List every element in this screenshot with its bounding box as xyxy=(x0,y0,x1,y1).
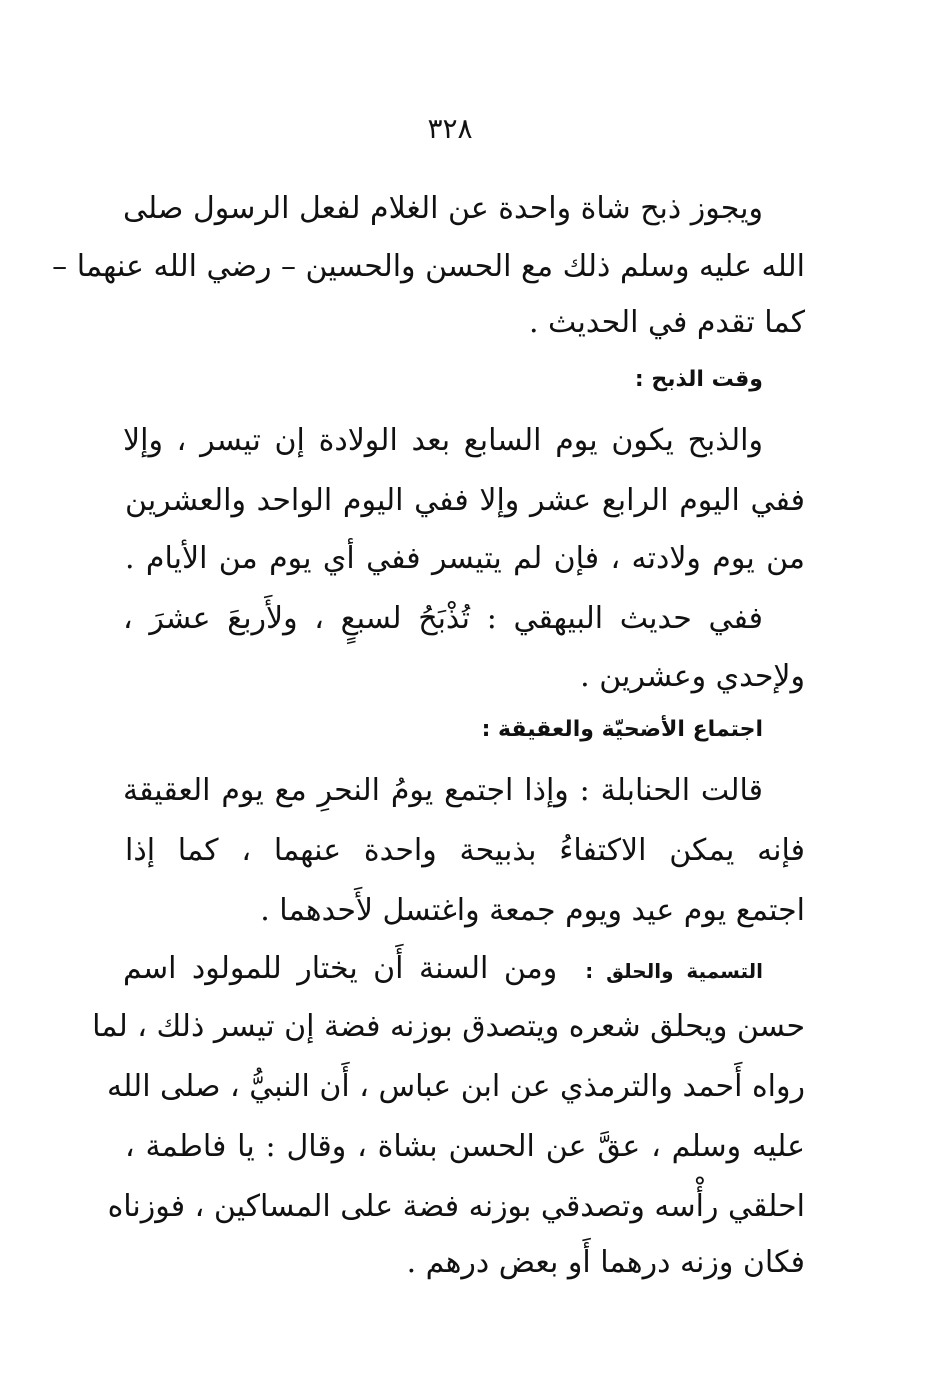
paragraph-line: كما تقدم في الحديث . xyxy=(528,305,805,340)
paragraph-line: رواه أَحمد والترمذي عن ابن عباس ، أَن النبيُّ ، صلى الله xyxy=(107,1069,805,1104)
section-heading: التسمية والحلق : xyxy=(585,959,763,983)
section-heading: اجتماع الأضحيّة والعقيقة : xyxy=(481,717,763,742)
paragraph-line: ولإحدي وعشرين . xyxy=(580,659,805,694)
paragraph-line: فإنه يمكن الاكتفاءُ بذبيحة واحدة عنهما ، كما إذا xyxy=(125,833,805,868)
paragraph-line: ففي اليوم الرابع عشر وإلا ففي اليوم الواحد والعشرين xyxy=(125,483,805,518)
paragraph-line: حسن ويحلق شعره ويتصدق بوزنه فضة إن تيسر ذلك ، لما xyxy=(92,1009,805,1044)
paragraph-text: ومن السنة أَن يختار للمولود اسم xyxy=(123,951,558,986)
page-number: ٣٢٨ xyxy=(427,112,473,145)
section-heading: وقت الذبح : xyxy=(634,367,763,392)
paragraph-line: ففي حديث البيهقي : تُذْبَحُ لسبعٍ ، ولأَربعَ عشرَ ، xyxy=(123,601,763,636)
paragraph-line-with-heading xyxy=(123,946,763,994)
paragraph-line: من يوم ولادته ، فإن لم يتيسر ففي أي يوم من الأيام . xyxy=(125,541,805,576)
paragraph-line: الله عليه وسلم ذلك مع الحسن والحسين – رضي الله عنهما – xyxy=(52,249,805,284)
paragraph-line: قالت الحنابلة : وإذا اجتمع يومُ النحرِ مع يوم العقيقة xyxy=(123,773,763,808)
paragraph-line: عليه وسلم ، عقَّ عن الحسن بشاة ، وقال : يا فاطمة ، xyxy=(125,1129,805,1164)
paragraph-line: اجتمع يوم عيد ويوم جمعة واغتسل لأَحدهما . xyxy=(260,893,805,928)
paragraph-line: فكان وزنه درهما أَو بعض درهم . xyxy=(406,1245,805,1280)
paragraph-line: ويجوز ذبح شاة واحدة عن الغلام لفعل الرسول صلى xyxy=(123,191,763,226)
paragraph-line: احلقي رأْسه وتصدقي بوزنه فضة على المساكين ، فوزناه xyxy=(107,1189,805,1224)
paragraph-line: والذبح يكون يوم السابع بعد الولادة إن تيسر ، وإلا xyxy=(123,423,763,458)
